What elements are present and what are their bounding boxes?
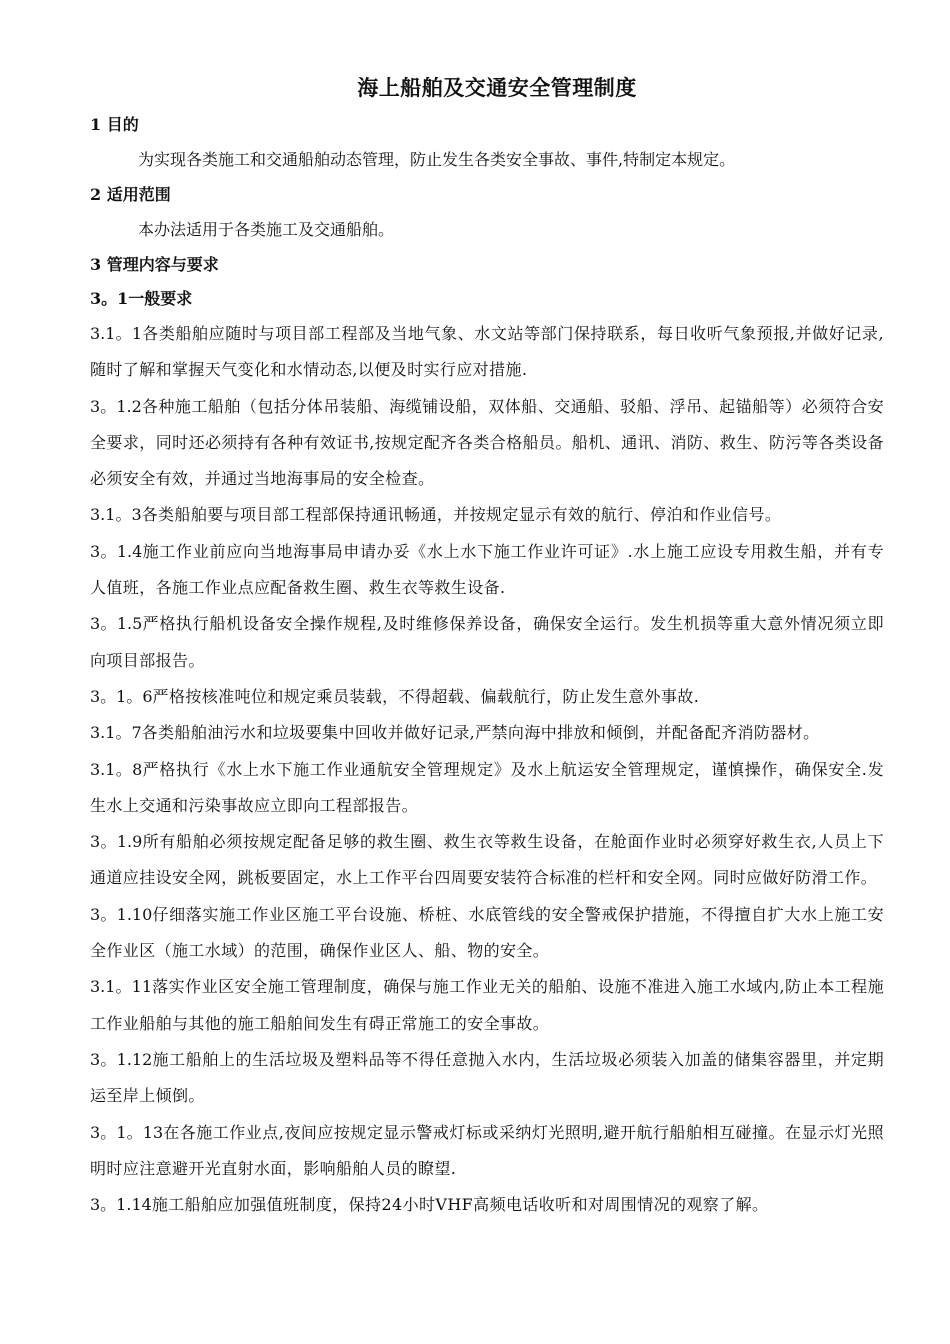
item-text: 各种施工船舶（包括分体吊装船、海缆铺设船，双体船、交通船、驳船、浮吊、起锚船等）必须符合安全要求，同时还必须持有各种有效证书,按规定配齐各类合格船员。船机、通讯、消防、救生、防污等各类设备必须安全有效，并通过当地海事局的安全检查。 [90,396,884,489]
item-text: 严格执行《水上水下施工作业通航安全管理规定》及水上航运安全管理规定，谨慎操作，确保安全.发生水上交通和污染事故应立即向工程部报告。 [90,759,884,815]
section-body-scope: 本办法适用于各类施工及交通船舶。 [138,220,395,239]
item-text: 落实作业区安全施工管理制度，确保与施工作业无关的船舶、设施不准进入施工水域内,防止本工程施工作业船舶与其他的施工船舶间发生有碍正常施工的安全事故。 [90,977,884,1033]
item-text: 各类船舶应随时与项目部工程部及当地气象、水文站等部门保持联系，每日收听气象预报,并做好记录,随时了解和掌握天气变化和水情动态,以便及时实行应对措施. [90,324,884,380]
item-text: 施工船舶上的生活垃圾及塑料品等不得任意抛入水内，生活垃圾必须装入加盖的储集容器里，并定期运至岸上倾倒。 [90,1049,884,1106]
requirement-item [90,752,884,825]
item-number: 3。1.9 [90,832,143,852]
document-title: 海上船舶及交通安全管理制度 [357,75,637,100]
section-body-purpose: 为实现各类施工和交通船舶动态管理，防止发生各类安全事故、事件,特制定本规定。 [138,150,736,169]
requirement-item [90,969,884,1042]
requirement-item [90,1187,884,1223]
item-number: 3。1.12 [90,1049,153,1069]
item-number: 3。1.4 [90,541,143,561]
item-number: 3.1。1 [90,324,143,343]
requirement-item [90,1042,884,1115]
requirement-item [90,534,884,607]
requirement-item [90,389,884,498]
item-text: 各类船舶油污水和垃圾要集中回收并做好记录,严禁向海中排放和倾倒，并配备配齐消防器材。 [141,723,820,743]
requirement-item [90,606,884,679]
item-text: 施工作业前应向当地海事局申请办妥《水上水下施工作业许可证》.水上施工应设专用救生船，并有专人值班，各施工作业点应配备救生圈、救生衣等救生设备. [90,541,884,598]
item-text: 在各施工作业点,夜间应按规定显示警戒灯标或采纳灯光照明,避开航行船舶相互碰撞。在显示灯光照明时应注意避开光直射水面，影响船舶人员的瞭望. [90,1122,884,1178]
requirement-item [90,316,884,389]
item-number: 3.1。3 [90,505,142,525]
item-number: 3.1。11 [90,977,153,997]
section-heading-scope: 2 适用范围 [90,185,171,204]
item-text: 施工船舶应加强值班制度，保持24小时VHF高频电话收听和对周围情况的观察了解。 [151,1195,769,1215]
item-text: 严格执行船机设备安全操作规程,及时维修保养设备，确保安全运行。发生机损等重大意外情况须立即向项目部报告。 [90,614,884,670]
item-number: 3.1。8 [90,759,143,779]
item-text: 仔细落实施工作业区施工平台设施、桥桩、水底管线的安全警戒保护措施，不得擅自扩大水上施工安全作业区（施工水域）的范围，确保作业区人、船、物的安全。 [90,904,884,961]
requirements-list [90,316,884,1223]
item-text: 严格按核准吨位和规定乘员装载，不得超载、偏载航行，防止发生意外事故. [152,686,700,706]
subsection-heading-general: 3。1一般要求 [90,289,193,308]
item-number: 3。1.10 [90,904,153,924]
item-number: 3。1.5 [90,614,143,634]
requirement-item [90,497,884,533]
requirement-item [90,897,884,970]
item-number: 3。1.14 [90,1195,152,1215]
section-heading-purpose: 1 目的 [90,115,139,134]
item-number: 3。1.2 [90,396,142,416]
item-number: 3。1。6 [90,686,153,706]
requirement-item [90,824,884,897]
section-heading-management: 3 管理内容与要求 [90,255,219,274]
item-number: 3。1。13 [90,1122,164,1142]
item-number: 3.1。7 [90,723,142,743]
requirement-item [90,679,884,715]
item-text: 所有船舶必须按规定配备足够的救生圈、救生衣等救生设备，在舱面作业时必须穿好救生衣,人员上下通道应挂设安全网，跳板要固定，水上工作平台四周要安装符合标准的栏杆和安全网。同时应做好防滑工作。 [90,832,884,888]
requirement-item [90,1115,884,1188]
requirement-item [90,715,884,751]
item-text: 各类船舶要与项目部工程部保持通讯畅通，并按规定显示有效的航行、停泊和作业信号。 [141,505,782,525]
